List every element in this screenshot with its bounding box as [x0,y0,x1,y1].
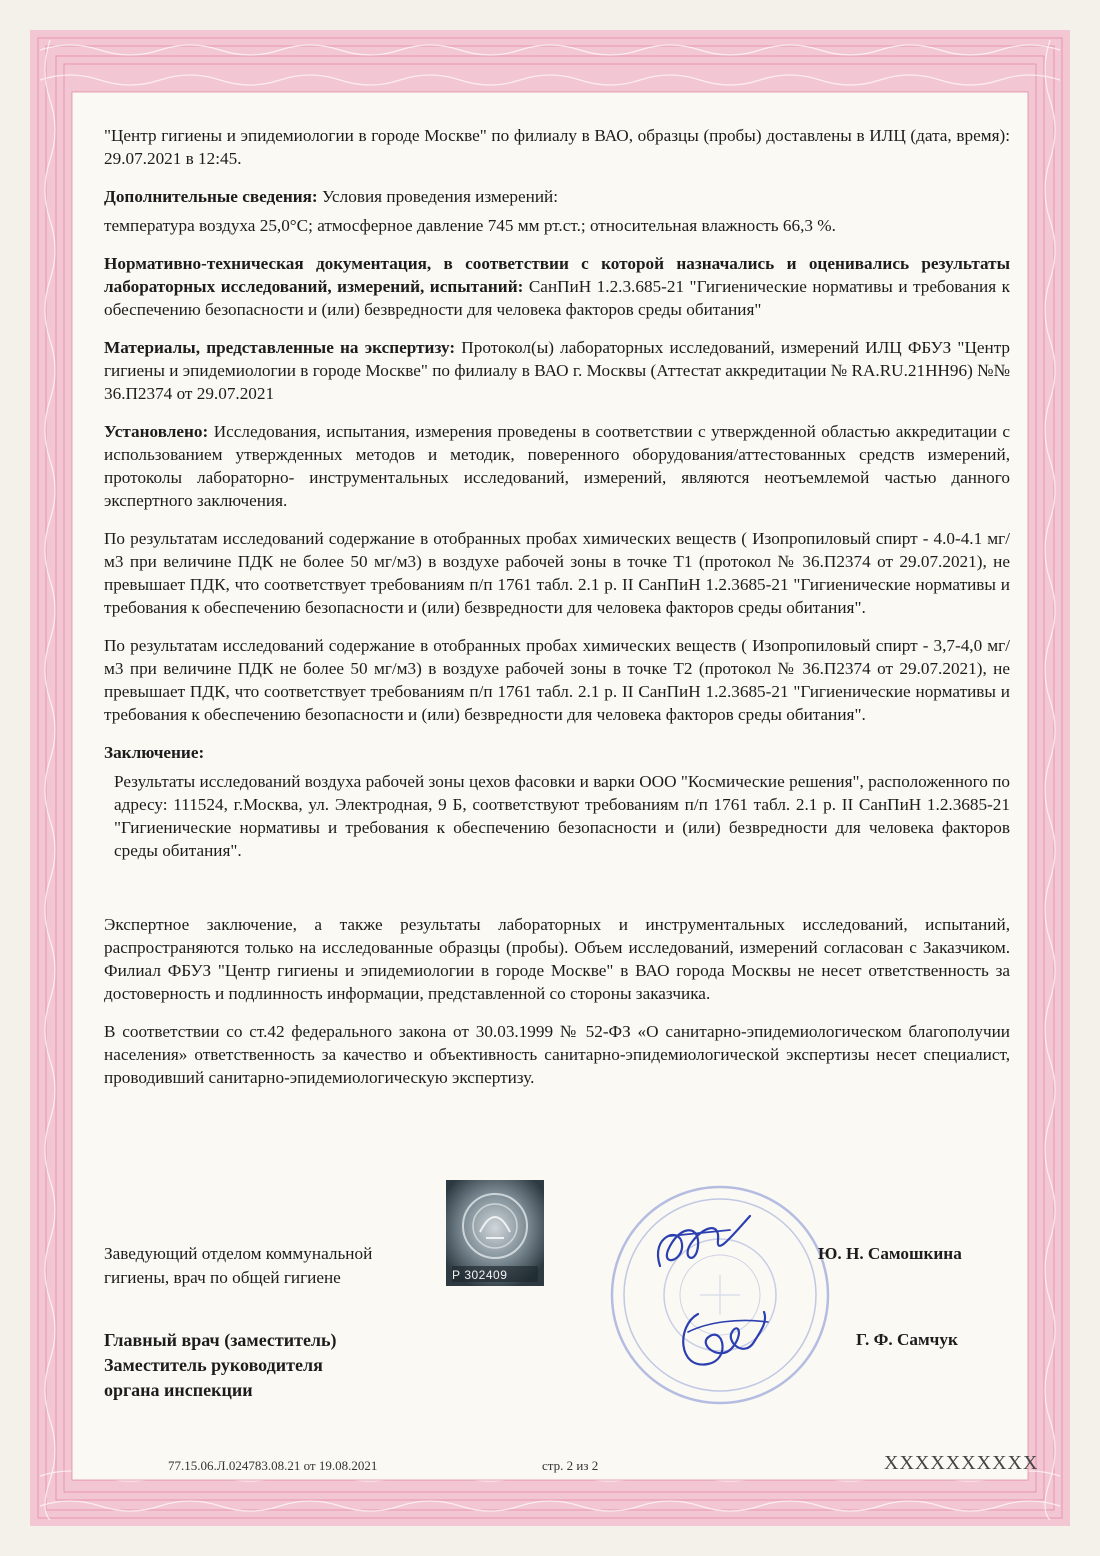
established-text: Исследования, испытания, измерения проведены в соответствии с утвержденной областью аккредитации с использованием утвержденных методов и методик, поверенного оборудования/аттестованных средств измерений, протоколы лабораторно- инструментальных исследований, измерений, являются неотъемлемой частью данного экспертного заключения. [104,422,1010,510]
disclaimer: Экспертное заключение, а также результаты лабораторных и инструментальных исследований, испытаний, распространяются только на исследованные образцы (пробы). Объем исследований, измерений согласован с Заказчиком. Филиал ФБУЗ "Центр гигиены и эпидемиологии в городе Москве" в ВАО города Москвы не несет ответственность за достоверность и подлинность информации, представленной со стороны заказчика. [104,915,1010,1003]
signatory-1-role-line2: гигиены, врач по общей гигиене [104,1268,341,1287]
signatory-2-name: Г. Ф. Самчук [856,1330,958,1349]
established [104,420,1010,512]
page-number: стр. 2 из 2 [542,1458,599,1473]
additional-info-text: Условия проведения измерений: [317,187,558,206]
established-label: Установлено: [104,422,209,441]
additional-info-label: Дополнительные сведения: [104,187,318,206]
normative-documentation [104,252,1010,321]
signatory-1-role-line1: Заведующий отделом коммунальной [104,1244,373,1263]
measurement-conditions: температура воздуха 25,0°С; атмосферное давление 745 мм рт.ст.; относительная влажность 66,3 %. [104,216,836,235]
signatory-2-title [104,1328,337,1403]
conclusion-label: Заключение: [104,743,205,762]
result-t1: По результатам исследований содержание в отобранных пробах химических веществ ( Изопропиловый спирт - 4.0-4.1 мг/м3 при величине ПДК не более 50 мг/м3) в воздухе рабочей зоны в точке Т1 (протокол № 36.П2374 от 29.07.2021), не превышает ПДК, что соответствует требованиям п/п 1761 табл. 2.1 р. II СанПиН 1.2.3685-21 "Гигиенические нормативы и требования к обеспечению безопасности и (или) безвредности для человека факторов среды обитания". [104,529,1010,617]
signatory-1-name: Ю. Н. Самошкина [818,1244,962,1263]
document-number: 77.15.06.Л.024783.08.21 от 19.08.2021 [168,1458,378,1473]
normative-label: Нормативно-техническая документация, в соответствии с которой назначались и оценивались результаты лабораторных исследований, измерений, испытаний: [104,254,1010,296]
masked-serial: XXXXXXXXXX [884,1452,1039,1474]
result-t2: По результатам исследований содержание в отобранных пробах химических веществ ( Изопропиловый спирт - 3,7-4,0 мг/м3 при величине ПДК не более 50 мг/м3) в воздухе рабочей зоны в точке Т2 (протокол № 36.П2374 от 29.07.2021), не превышает ПДК, что соответствует требованиям п/п 1761 табл. 2.1 р. II СанПиН 1.2.3685-21 "Гигиенические нормативы и требования к обеспечению безопасности и (или) безвредности для человека факторов среды обитания". [104,636,1010,724]
delivery-paragraph: "Центр гигиены и эпидемиологии в городе Москве" по филиалу в ВАО, образцы (пробы) доставлены в ИЛЦ (дата, время): 29.07.2021 в 12:45. [104,126,1010,168]
signatory-2-role-line3: органа инспекции [104,1380,253,1400]
document-body [104,124,1010,1104]
hologram-number: Р 302409 [452,1268,508,1282]
materials-text: Протокол(ы) лабораторных исследований, измерений ИЛЦ ФБУЗ "Центр гигиены и эпидемиологии в городе Москве" по филиалу в ВАО г. Москвы (Аттестат аккредитации № RA.RU.21НН96) №№ 36.П2374 от 29.07.2021 [104,338,1011,403]
conclusion-text: Результаты исследований воздуха рабочей зоны цехов фасовки и варки ООО "Космические решения", расположенного по адресу: 111524, г.Москва, ул. Электродная, 9 Б, соответствуют требованиям п/п 1761 табл. 2.1 р. II СанПиН 1.2.3685-21 "Гигиенические нормативы и требования к обеспечению безопасности и (или) безвредности для человека факторов среды обитания". [114,772,1010,860]
signatory-2-role-line1: Главный врач (заместитель) [104,1330,337,1350]
signatory-2-role-line2: Заместитель руководителя [104,1355,323,1375]
signature-samoshkina [640,1196,760,1286]
submitted-materials [104,336,1010,405]
law-reference: В соответствии со ст.42 федерального закона от 30.03.1999 № 52-ФЗ «О санитарно-эпидемиологическом благополучии населения» ответственность за качество и объективность санитарно-эпидемиологической экспертизы несет специалист, проводивший санитарно-эпидемиологическую экспертизу. [104,1022,1010,1087]
additional-info [104,185,1010,208]
normative-text: СанПиН 1.2.3.685-21 "Гигиенические нормативы и требования к обеспечению безопасности и (или) безвредности для человека факторов среды обитания" [104,277,1011,319]
signature-samchuk [668,1292,778,1382]
signatory-1-title [104,1242,372,1290]
materials-label: Материалы, представленные на экспертизу: [104,338,456,357]
